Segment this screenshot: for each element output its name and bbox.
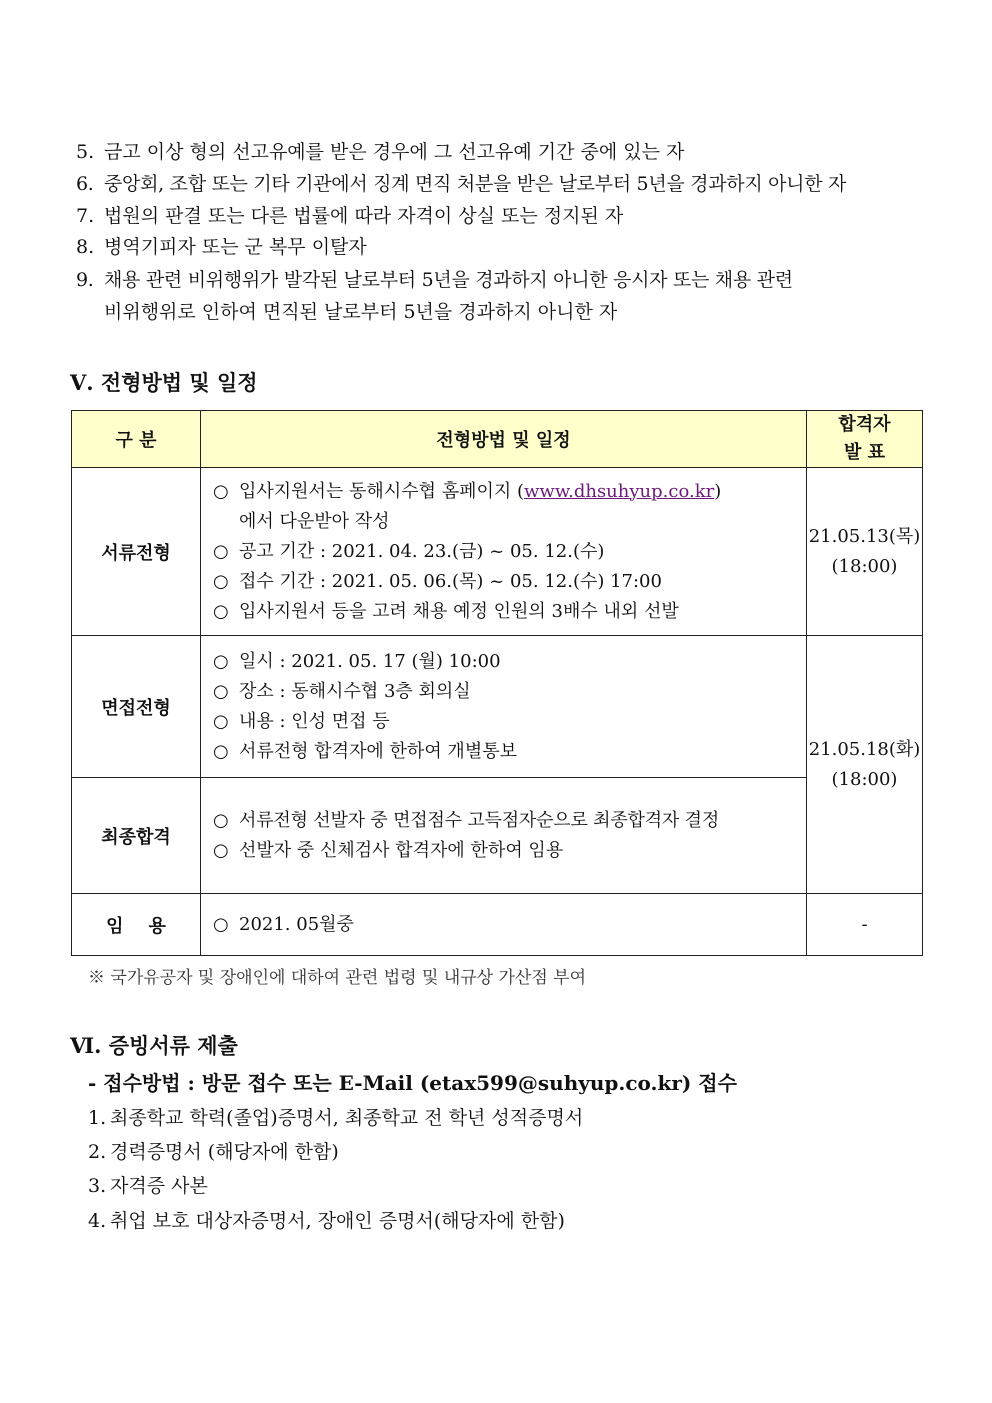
row-announcement: 21.05.13(목) (18:00) <box>807 468 923 636</box>
row-announcement: 21.05.18(화) (18:00) <box>807 636 923 894</box>
header-method: 전형방법 및 일정 <box>201 411 807 468</box>
list-item: 9. 채용 관련 비위행위가 발각된 날로부터 5년을 경과하지 아니한 응시자 또는 채용 관련 <box>76 269 793 291</box>
section-title: Ⅵ. 증빙서류 제출 <box>70 1033 238 1058</box>
table-row <box>72 636 923 778</box>
row-details: ○ 입사지원서는 동해시수협 홈페이지 (www.dhsuhyup.co.kr) 에서 다운받아 작성 ○ 공고 기간 : 2021. 04. 23.(금) ~ 05. 12.(수) ○ 접수 기간 : 2021. 05. 06.(목) ~ 05. 12.(수) 17:00 ○ 입사지원서 등을 고려 채용 예정 인원의 3배수 내외 선발 <box>201 468 807 636</box>
schedule-table <box>71 410 923 956</box>
table-row <box>72 468 923 636</box>
bonus-note: ※ 국가유공자 및 장애인에 대하여 관련 법령 및 내규상 가산점 부여 <box>88 968 587 988</box>
list-item: 7. 법원의 판결 또는 다른 법률에 따라 자격이 상실 또는 정지된 자 <box>76 205 624 227</box>
row-category: 임 용 <box>72 894 201 956</box>
row-category: 면접전형 <box>72 636 201 778</box>
row-details: ○ 2021. 05월중 <box>201 894 807 956</box>
list-item: 8. 병역기피자 또는 군 복무 이탈자 <box>76 236 367 258</box>
list-item-continuation: 비위행위로 인하여 면직된 날로부터 5년을 경과하지 아니한 자 <box>104 301 618 323</box>
section-title: Ⅴ. 전형방법 및 일정 <box>70 370 258 395</box>
table-header-row <box>72 411 923 468</box>
row-details: ○ 일시 : 2021. 05. 17 (월) 10:00 ○ 장소 : 동해시수협 3층 회의실 ○ 내용 : 인성 면접 등 ○ 서류전형 합격자에 한하여 개별통보 <box>201 636 807 778</box>
row-announcement: - <box>807 894 923 956</box>
submission-method: - 접수방법 : 방문 접수 또는 E-Mail (etax599@suhyup.co.kr) 접수 <box>88 1071 737 1095</box>
list-item: 4. 취업 보호 대상자증명서, 장애인 증명서(해당자에 한함) <box>88 1210 565 1232</box>
table-row <box>72 778 923 894</box>
row-category: 최종합격 <box>72 778 201 894</box>
list-item: 5. 금고 이상 형의 선고유예를 받은 경우에 그 선고유예 기간 중에 있는 자 <box>76 141 685 163</box>
row-details: ○ 서류전형 선발자 중 면접점수 고득점자순으로 최종합격자 결정 ○ 선발자 중 신체검사 합격자에 한하여 임용 <box>201 778 807 894</box>
row-category: 서류전형 <box>72 468 201 636</box>
list-item: 6. 중앙회, 조합 또는 기타 기관에서 징계 면직 처분을 받은 날로부터 5년을 경과하지 아니한 자 <box>76 173 847 195</box>
homepage-link[interactable]: www.dhsuhyup.co.kr <box>524 480 715 502</box>
header-announcement: 합격자 발 표 <box>807 411 923 468</box>
list-item: 3. 자격증 사본 <box>88 1175 208 1197</box>
table-row <box>72 894 923 956</box>
header-category: 구 분 <box>72 411 201 468</box>
list-item: 1. 최종학교 학력(졸업)증명서, 최종학교 전 학년 성적증명서 <box>88 1107 584 1129</box>
list-item: 2. 경력증명서 (해당자에 한함) <box>88 1141 339 1163</box>
